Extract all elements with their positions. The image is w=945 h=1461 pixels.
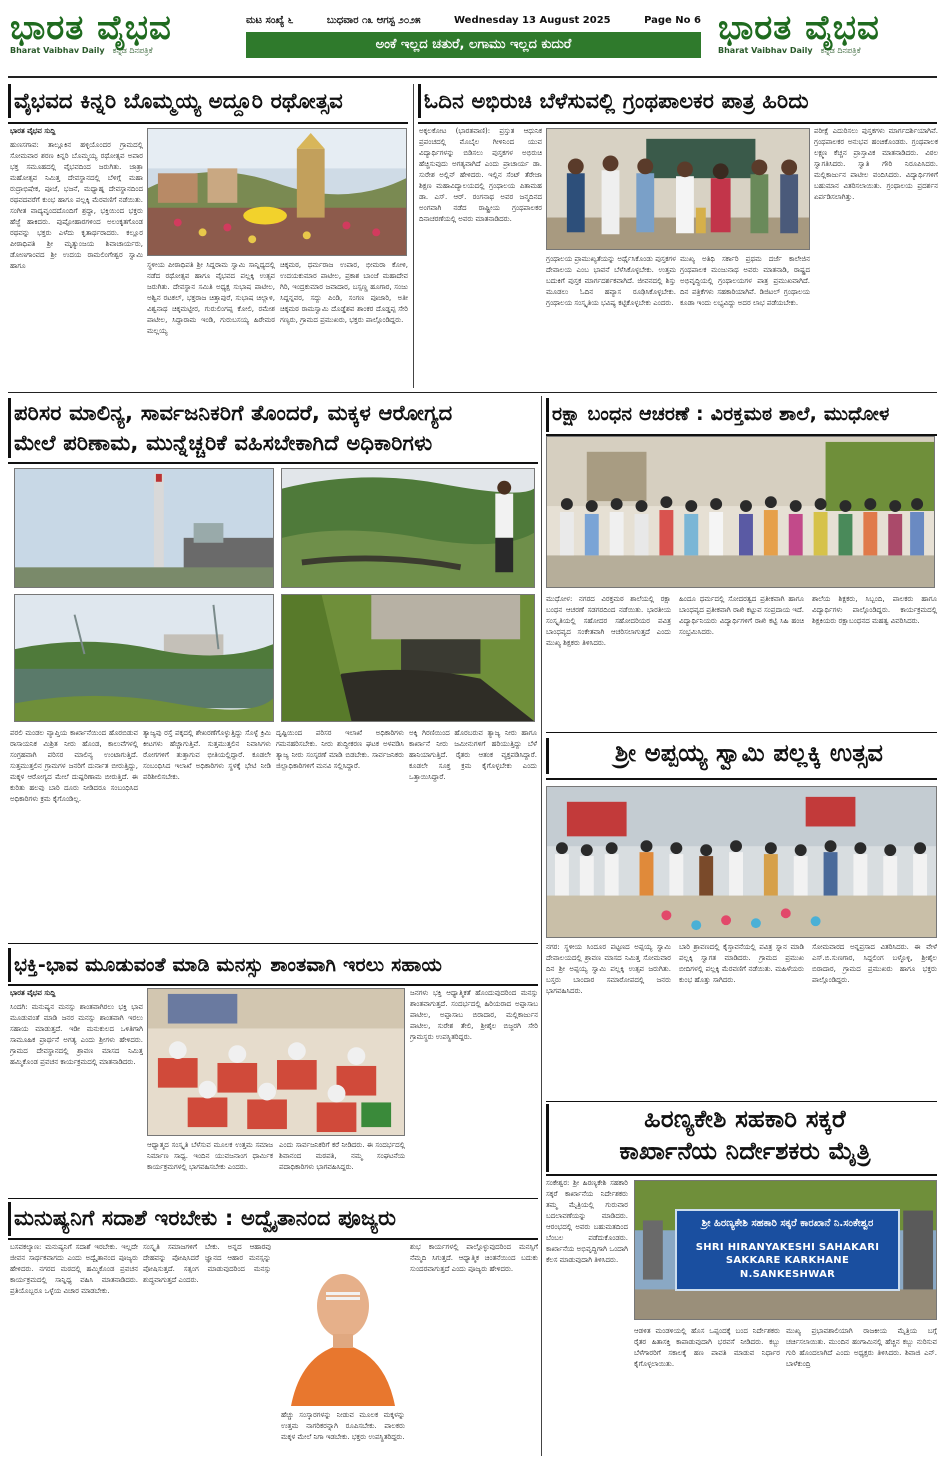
- headline-rule: [8, 122, 408, 124]
- article-a8-col2: ಸಂಸ್ಕೃತಿ ಸಮಾಜಗಳಿಗೆ ಬೇಕು. ಅನ್ನದ ಆಹಾರವು ದೇಹವನ್ನು ಪೋಷಿಸಿದರೆ ಜ್ಞಾನದ ಆಹಾರ ಮನಸ್ಸನ್ನು ಪೋಷಿಸುತ್ತದೆ. ಸತ್ಸಂಗ ಮಾಡುವುದರಿಂದ ಮನಸ್ಸು ಶುದ್ಧವಾಗುತ್ತದೆ ಎಂದರು.: [143, 1243, 271, 1284]
- byline-a6: ಭಾರತ ವೈಭವ ಸುದ್ದಿ: [10, 989, 56, 997]
- article-a6-col2: ಆಧ್ಯಾತ್ಮದ ಸಂಸ್ಕೃತಿ ಬೆಳೆಸುವ ಮೂಲಕ ಉತ್ತಮ ಸಮಾಜ ನಿರ್ಮಾಣ ಸಾಧ್ಯ. ಇಂದಿನ ಯುವಜನಾಂಗ ಧಾರ್ಮಿಕ ಕಾರ್ಯಕ್ರಮಗಳಲ್ಲಿ ಭಾಗವಹಿಸಬೇಕು ಎಂದರು.: [147, 1141, 273, 1171]
- article-a8-col1: ಬಸವಕಲ್ಯಾಣ: ಮನುಷ್ಯನಿಗೆ ಸದಾಶೆ ಇರಬೇಕು. ಇಲ್ಲದೇ ಜೀವನ ಸಾರ್ಥಕವಾಗದು ಎಂದು ಅದ್ವೈತಾನಂದ ಪೂಜ್ಯರು ಹೇಳಿದರು. ನಗರದ ಮಠದಲ್ಲಿ ಹಮ್ಮಿಕೊಂಡ ಪ್ರವಚನ ಕಾರ್ಯಕ್ರಮದಲ್ಲಿ ಸಾನ್ನಿಧ್ಯ ವಹಿಸಿ ಮಾತನಾಡಿದರು. ಪ್ರತಿಯೊಬ್ಬರೂ ಒಳ್ಳೆಯ ವಿಚಾರ ಮಾಡಬೇಕು.: [10, 1243, 138, 1295]
- headline-rule: [546, 778, 937, 780]
- headline-rule: [418, 122, 937, 124]
- photo-pallakki-utsav: [546, 786, 937, 938]
- headline-bar: [418, 84, 421, 118]
- article-a4-col2: ಹಿಂದೂ ಧರ್ಮದಲ್ಲಿ ಸೋದರತ್ವದ ಪ್ರತೀಕವಾಗಿ ಹಾಗೂ ಬಾಂಧವ್ಯದ ಪ್ರತೀಕವಾಗಿ ರಾಖಿ ಕಟ್ಟುವ ಸಂಪ್ರದಾಯ ಇದೆ. ವಿದ್ಯಾರ್ಥಿನಿಯರು ವಿದ್ಯಾರ್ಥಿಗಳಿಗೆ ರಾಖಿ ಕಟ್ಟಿ ಸಿಹಿ ಹಂಚಿ ಸಂಭ್ರಮಿಸಿದರು.: [679, 595, 804, 636]
- photo-pond: [14, 594, 274, 722]
- headline-bar: [8, 398, 11, 458]
- article-a8-col3: ಹೆಚ್ಚು ಸಂಸ್ಕಾರಗಳನ್ನು ನೀಡುವ ಮೂಲಕ ಮಕ್ಕಳನ್ನು ಉತ್ತಮ ನಾಗರಿಕರನ್ನಾಗಿ ರೂಪಿಸಬೇಕು. ಪಾಲಕರು ಮಕ್ಕಳ ಮೇಲೆ ನಿಗಾ ಇಡಬೇಕು. ಭಕ್ತರು ಉಪಸ್ಥಿತರಿದ್ದರು.: [281, 1411, 405, 1441]
- headline-a2: ಓದಿನ ಅಭಿರುಚಿ ಬೆಳೆಸುವಲ್ಲಿ ಗ್ರಂಥಪಾಲಕರ ಪಾತ್ರ ಹಿರಿದು: [424, 89, 809, 113]
- headline-rule: [8, 984, 538, 986]
- masthead-logo-right: [718, 6, 933, 66]
- photo-devotional-meeting: [147, 988, 405, 1136]
- headline-bar: [546, 738, 549, 774]
- headline-bar: [8, 1202, 11, 1236]
- photo-sewer-outlet: [281, 594, 535, 722]
- logo-subtitle: Bharat Vaibhav Daily: [718, 46, 813, 55]
- article-a6-col4: ಜನಗಳು ಭಕ್ತಿ ಆಧ್ಯಾತ್ಮಿಕತೆ ಹೊಂದುವುದರಿಂದ ಮನಸ್ಸು ಶಾಂತವಾಗುತ್ತದೆ. ಸಂದರ್ಭದಲ್ಲಿ ಹಿರಿಯರಾದ ಅಪ್ಪಾಸಾಬ ಪಾಟೀಲ, ಅಪ್ಪಾಸಾಬ ಬಿರಾದಾರ, ಮಲ್ಲಿಕಾರ್ಜುನ ಪಾಟೀಲ, ಸುರೇಶ ತೇಲಿ, ಶ್ರೀಶೈಲ ಬಿಜ್ಜರಗಿ ಸೇರಿ ಗ್ರಾಮಸ್ಥರು ಉಪಸ್ಥಿತರಿದ್ದರು.: [410, 989, 538, 1041]
- headline-bar: [546, 398, 549, 432]
- article-a5-col2: ಬಾರಿ ಶ್ರಾವಣದಲ್ಲಿ ಕೈಸ್ತಾವನೆಯಲ್ಲಿ ಪವಿತ್ರ ಸ್ನಾನ ಮಾಡಿ ಪಲ್ಲಕ್ಕಿ ಸ್ವಾಗತ ಮಾಡಿದರು. ಗ್ರಾಮದ ಪ್ರಮುಖ ಬೀದಿಗಳಲ್ಲಿ ಪಲ್ಲಕ್ಕಿ ಮೆರವಣಿಗೆ ನಡೆಯಿತು. ಮಹಿಳೆಯರು ಕುಂಭ ಹೊತ್ತು ಸಾಗಿದರು.: [679, 943, 804, 984]
- headline-rule: [8, 462, 538, 464]
- article-a1-col1: ಭಾರತ ವೈಭವ ಸುದ್ದಿ ಹುಣಸಗಾವ: ತಾಲ್ಲೂಕಿನ ಹಳ್ಳಿಯೊಂದರ ಗ್ರಾಮದಲ್ಲಿ ಸೋಮವಾರ ಶರಣ ಕಿನ್ನರಿ ಬೊಮ್ಮಯ್ಯ ರಥೋತ್ಸವ ಅಪಾರ ಭಕ್ತ ಸಮೂಹದಲ್ಲಿ ವೈಭವದಿಂದ ಜರುಗಿತು. ಜಾತ್ರಾ ಮಹೋತ್ಸವ ನಿಮಿತ್ತ ದೇವಸ್ಥಾನದಲ್ಲಿ ಬೆಳಿಗ್ಗೆ ಮಹಾ ರುದ್ರಾಭಿಷೇಕ, ಪೂಜೆ, ಭಜನೆ, ಮಧ್ಯಾಹ್ನ ದೇವಸ್ಥಾನದಿಂದ ರಥವದವರೆಗೆ ಕುಂಭ ಹಾಗೂ ಪಲ್ಲಕ್ಕಿ ಮೆರವಣಿಗೆ ನಡೆಯಿತು. ಸಂಗೀತ ವಾದ್ಯವೃಂದದೊಂದಿಗೆ ಶ್ರದ್ಧಾ, ಭಕ್ತಿಯಿಂದ ಭಕ್ತರು ಹೆಜ್ಜೆ ಹಾಕಿದರು. ಪುಷ್ಪೋಹಾರಗಳಿಂದ ಅಲಂಕೃತಗೊಂಡ ರಥವನ್ನು ಭಕ್ತರು ಎಳೆದು ಕೃತಾರ್ಥರಾದರು. ಕಲ್ಲೂರ ಪೀಠಾಧಿಪತಿ ಶ್ರೀ ಮೃತ್ಯುಂಜಯ ಶಿವಾಚಾರ್ಯರು, ಡೋಣಗಾಂವದ ಶ್ರೀ ಉದಯ ರಾಮಲಿಂಗೇಶ್ವರ ಸ್ವಾಮಿ ಹಾಗೂ: [10, 127, 143, 270]
- factory-signboard: [675, 1209, 900, 1291]
- photo-library-event: [546, 128, 810, 250]
- headline-a3-line2: ಮೇಲೆ ಪರಿಣಾಮ, ಮುನ್ನೆಚ್ಚರಿಕೆ ವಹಿಸಬೇಕಾಗಿದೆ ಅಧಿಕಾರಿಗಳು: [14, 431, 433, 455]
- section-rule: [546, 732, 937, 733]
- sign-text-english-1: SHRI HIRANYAKESHI SAHAKARI: [695, 1241, 880, 1253]
- article-a6-col3: ಎಂದು ಸಾರ್ವಜನಿಕರಿಗೆ ಕರೆ ನೀಡಿದರು. ಈ ಸಂದರ್ಭದಲ್ಲಿ ಶಿವಾನಂದ ಮಠಪತಿ, ನಮ್ಮ ಸಂಘಟನೆಯ ಪದಾಧಿಕಾರಿಗಳು ಭಾಗವಹಿಸಿದ್ದರು.: [279, 1141, 405, 1171]
- logo-title: ಭಾರತ ವೈಭವ: [718, 8, 880, 48]
- section-rule: [546, 1101, 937, 1102]
- masthead-motto: ಅಂಕೆ ಇಲ್ಲದ ಚತುರೆ, ಲಗಾಮು ಇಲ್ಲದ ಕುದುರೆ: [246, 32, 701, 58]
- headline-a7-line1: ಹಿರಣ್ಯಕೇಶಿ ಸಹಕಾರಿ ಸಕ್ಕರೆ: [644, 1105, 846, 1133]
- headline-a6: ಭಕ್ತಿ-ಭಾವ ಮೂಡುವಂತೆ ಮಾಡಿ ಮನಸ್ಸು ಶಾಂತವಾಗಿ ಇರಲು ಸಹಾಯ: [14, 954, 443, 976]
- issue-number: ಮಟ ಸಂಖ್ಯೆ ೬: [246, 15, 294, 26]
- page-number: Page No 6: [644, 15, 701, 26]
- column-divider: [541, 396, 542, 1456]
- photo-drain-man: [281, 468, 535, 588]
- column-divider: [413, 84, 414, 388]
- headline-bar: [546, 1104, 549, 1172]
- headline-a3-line1: ಪರಿಸರ ಮಾಲಿನ್ಯ, ಸಾರ್ವಜನಿಕರಿಗೆ ತೊಂದರೆ, ಮಕ್ಕಳ ಆರೋಗ್ಯದ: [14, 401, 453, 425]
- sign-text-english-2: SAKKARE KARKHANE N.SANKESHWAR: [725, 1255, 850, 1280]
- section-rule: [8, 392, 937, 393]
- article-a7-col3: ಮುಖ್ಯ ಪ್ರಭಾವಶಾಲಿಯಾಗಿ ರಾಜಕೀಯ ಮೈತ್ರಿಯ ಬಗ್ಗೆ ಚರ್ಚಿಸಲಾಯಿತು. ಮುಂದಿನ ಹಂಗಾಮಿನಲ್ಲಿ ಹೆಚ್ಚಿನ ಕಬ್ಬು ನುರಿಸುವ ಗುರಿ ಹೊಂದಲಾಗಿದೆ ಎಂದು ಅಧ್ಯಕ್ಷರು ತಿಳಿಸಿದರು. ಶಿವಾಜಿ ಎನ್. ಬಾಳೆಕುಂದ್ರಿ: [786, 1327, 937, 1368]
- article-a4-col3: ಶಾಲೆಯ ಶಿಕ್ಷಕರು, ಸಿಬ್ಬಂದಿ, ಪಾಲಕರು ಹಾಗೂ ವಿದ್ಯಾರ್ಥಿಗಳು ಪಾಲ್ಗೊಂಡಿದ್ದರು. ಕಾರ್ಯಕ್ರಮದಲ್ಲಿ ಶಿಕ್ಷಕಿಯರು ರಕ್ಷಾಬಂಧನದ ಮಹತ್ವ ವಿವರಿಸಿದರು.: [812, 595, 937, 625]
- article-a6-col1: ಭಾರತ ವೈಭವ ಸುದ್ದಿ ಸಿಂದಗಿ: ಮನುಷ್ಯನ ಮನಸ್ಸು ಶಾಂತವಾಗಿರಲು ಭಕ್ತಿ ಭಾವ ಮೂಡುವಂತೆ ಮಾಡಿ ಜನರ ಮನಸ್ಸು ಶಾಂತವಾಗಿ ಇರಲು ಸಹಾಯ ಮಾಡುತ್ತದೆ. ಇಡೀ ಮನುಕುಲದ ಒಳಿತಿಗಾಗಿ ಸಾಮೂಹಿಕ ಪ್ರಾರ್ಥನೆ ಅಗತ್ಯ ಎಂದು ಶ್ರೀಗಳು ಹೇಳಿದರು. ಗ್ರಾಮದ ದೇವಸ್ಥಾನದಲ್ಲಿ ಶ್ರಾವಣ ಮಾಸದ ನಿಮಿತ್ತ ಹಮ್ಮಿಕೊಂಡ ಪ್ರವಚನ ಕಾರ್ಯಕ್ರಮದಲ್ಲಿ ಮಾತನಾಡಿದರು.: [10, 989, 143, 1066]
- article-a1-col3: ಚಿಕ್ಕಮಠ, ಧರ್ಮರಾಜ ಉಪಾರ, ಭೀಮರಾ ಕೋಳಿ, ಉದಯಕುಮಾರ ಪಾಟೀಲ, ಪ್ರಕಾಶ ಬಾಂಜೆ ಮಹಾದೇವ ಗಿರಿ, ಇಂದ್ರಕುಮಾರ ಜವಾದಾರ, ಬಸ್ಸಣ್ಣ ಹೂಗಾರ, ಸಂಜು ಸಿದ್ದನ್ನವರ, ಸದ್ದು ಪಿಂಡಿ, ಸಂಗಣ ಪೂಜಾರಿ, ಅತೀ ಚಿಕ್ಕಮಠ ರಾಮಸ್ವಾಮಿ ದೊಡ್ಡೆಶವ ಶಾಂಕರ ದೊಡ್ಡಪ್ಪ ಸೇರಿ ಗಣ್ಯರು, ಗ್ರಾಮದ ಪ್ರಮುಖರು, ಭಕ್ತರು ಪಾಲ್ಗೊಂಡಿದ್ದರು.: [280, 261, 408, 324]
- article-a2-col2: ಗ್ರಂಥಾಲಯ ಪ್ರಾಮುಖ್ಯತೆಯನ್ನು ಅರ್ಥೈಸಿಕೊಂಡು ಪುಸ್ತಕಗಳ ದೇವಾಲಯ ಎಂಬ ಭಾವನೆ ಬೆಳೆಸಿಕೊಳ್ಳಬೇಕು. ಉತ್ತಮ ಬದುಕಿಗೆ ಪುಸ್ತಕ ಮಾರ್ಗದರ್ಶಕವಾಗಿದೆ. ಜೀವನದಲ್ಲಿ ಶಿಸ್ತು ಮೂಡಲು ಓದಿನ ಹವ್ಯಾಸ ರೂಢಿಸಿಕೊಳ್ಳಬೇಕು. ಗ್ರಂಥಾಲಯ ಸಂಸ್ಕೃತಿಯ ಭವಿಷ್ಯ ಕಟ್ಟಿಕೊಳ್ಳಬೇಕು ಎಂದರು.: [546, 255, 676, 307]
- photo-raksha-bandhan: [546, 436, 935, 588]
- headline-a1: ವೈಭವದ ಕಿನ್ನರಿ ಬೊಮ್ಮಯ್ಯ ಅದ್ದೂರಿ ರಥೋತ್ಸವ: [14, 89, 343, 113]
- headline-rule: [8, 1238, 538, 1240]
- logo-title: ಭಾರತ ವೈಭವ: [10, 8, 172, 48]
- article-a1-col2: ಸ್ಥಳೀಯ ಪೀಠಾಧಿಪತಿ ಶ್ರೀ ಸಿದ್ದರಾಮ ಸ್ವಾಮಿ ಸಾನ್ನಿಧ್ಯದಲ್ಲಿ ನಡೆದ ರಥೋತ್ಸವ ಹಾಗೂ ವೈಭವದ ಪಲ್ಲಕ್ಕಿ ಉತ್ಸವ ಜರುಗಿತು. ದೇವಸ್ಥಾನ ಸಮಿತಿ ಅಧ್ಯಕ್ಷ ಸುಭಾಷ ಪಾಟೀಲ, ಅಶ್ವಿನ ರಟಕಲ್, ಭಕ್ತರಾಜ ಚಿತ್ತಾಪುರೆ, ಸುಭಾಷ ಚಿಲ್ಲಾಳಿ, ವಿಶ್ವನಾಥ ಚಿಕ್ಕಮಟ್ಟೀರ, ಗುರುಲಿಂಗಪ್ಪ ಕೋಲಿ, ರಮೇಶ ಪಾಟೀಲ, ಸಿದ್ದಾರಾಮ ಇಂಡಿ, ಗುರುಬಸಯ್ಯ ಹಿರೇಮಠ ಮಲ್ಲಯ್ಯ: [147, 261, 275, 335]
- section-rule: [8, 943, 538, 944]
- headline-a5: ಶ್ರೀ ಅಪ್ಪಯ್ಯ ಸ್ವಾಮಿ ಪಲ್ಲಕ್ಕಿ ಉತ್ಸವ: [614, 739, 884, 767]
- headline-bar: [8, 948, 11, 982]
- photo-sugar-factory-sign: [634, 1180, 937, 1320]
- logo-subtitle-kn: ಕನ್ನಡ ದಿನಪತ್ರಿಕೆ: [112, 46, 153, 55]
- article-a4-col1: ಮುಧೋಳ: ನಗರದ ವಿರಕ್ತಮಠ ಶಾಲೆಯಲ್ಲಿ ರಕ್ಷಾ ಬಂಧನ ಆಚರಣೆ ಸಡಗರದಿಂದ ನಡೆಯಿತು. ಭಾರತೀಯ ಸಂಸ್ಕೃತಿಯಲ್ಲಿ ಸಹೋದರ ಸಹೋದರಿಯರ ಪವಿತ್ರ ಬಾಂಧವ್ಯದ ಸಂಕೇತವಾಗಿ ಆಚರಿಸಲಾಗುತ್ತದೆ ಎಂದು ಮುಖ್ಯ ಶಿಕ್ಷಕರು ತಿಳಿಸಿದರು.: [546, 595, 671, 647]
- headline-a8: ಮನುಷ್ಯನಿಗೆ ಸದಾಶೆ ಇರಬೇಕು : ಅದ್ವೈತಾನಂದ ಪೂಜ್ಯರು: [14, 1206, 397, 1230]
- article-a2-col1: ಅಕ್ಕಲಕೋಟ (ಭಾರತವಾಣಿ): ಪ್ರಸ್ತುತ ಆಧುನಿಕ ಪ್ರಪಂಚದಲ್ಲಿ ಮೊಬೈಲ ಗೀಳಿನಿಂದ ಯುವ ವಿದ್ಯಾರ್ಥಿಗಳನ್ನು ಬಿಡಿಸಲು ಪುಸ್ತಕಗಳ ಅಭಿರುಚಿ ಹೆಚ್ಚಿಸುವುದು ಅಗತ್ಯವಾಗಿದೆ ಎಂದು ಪ್ರಾಚಾರ್ಯ ಡಾ. ಸುರೇಶ ಅಲ್ಲಿನ್ ಹೇಳಿದರು. ಇಲ್ಲಿನ ಸೆಂಟ್ ತೆರೇಜಾ ಶಿಕ್ಷಣ ಮಹಾವಿದ್ಯಾಲಯದಲ್ಲಿ ಗ್ರಂಥಾಲಯ ಪಿತಾಮಹ ಡಾ. ಎಸ್. ಆರ್. ರಂಗನಾಥ ಅವರ ಜನ್ಮದಿನದ ಅಂಗವಾಗಿ ನಡೆದ ರಾಷ್ಟ್ರೀಯ ಗ್ರಂಥಪಾಲಕರ ದಿನಾಚರಣೆಯಲ್ಲಿ ಅವರು ಮಾತನಾಡಿದರು.: [419, 127, 542, 223]
- article-a3-col4: ಅಕ್ಕಿ ಗಿರಣಿಯಿಂದ ಹೊರಬರುವ ತ್ಯಾಜ್ಯ ನೀರು ಹಾಗೂ ಕಾರ್ಖಾನೆ ನೀರು ಜಮೀನುಗಳಿಗೆ ಹರಿಯುತ್ತಿದ್ದು ಬೆಳೆ ಹಾನಿಯಾಗುತ್ತಿದೆ. ರೈತರು ಆತಂಕ ವ್ಯಕ್ತಪಡಿಸಿದ್ದಾರೆ. ಕೂಡಲೇ ಸೂಕ್ತ ಕ್ರಮ ಕೈಗೊಳ್ಳಬೇಕು ಎಂದು ಒತ್ತಾಯಿಸಿದ್ದಾರೆ.: [409, 729, 537, 781]
- masthead-logo-left: [10, 6, 225, 66]
- article-a8-col4: ಶುಭ ಕಾರ್ಯಗಳಲ್ಲಿ ಪಾಲ್ಗೊಳ್ಳುವುದರಿಂದ ಮನಸ್ಸಿಗೆ ನೆಮ್ಮದಿ ಸಿಗುತ್ತದೆ. ಆಧ್ಯಾತ್ಮಿಕ ಚಿಂತನೆಯಿಂದ ಬದುಕು ಸುಂದರವಾಗುತ್ತದೆ ಎಂದು ಪೂಜ್ಯರು ಹೇಳಿದರು.: [410, 1243, 538, 1273]
- masthead-meta: [246, 14, 701, 28]
- article-a2-col4: ಪರೀಕ್ಷೆ ಎದುರಿಸಲು ಪುಸ್ತಕಗಳು ಮಾರ್ಗದರ್ಶಿಯಾಗಿವೆ. ಗ್ರಂಥಪಾಲಕರ ಅನುಭವ ಹಂಚಿಕೊಂಡರು. ಗ್ರಂಥಪಾಲಕ ಲಕ್ಷ್ಮಣ ಕೆಚ್ಚನ ಪ್ರಾಸ್ತಾವಿಕ ಮಾತನಾಡಿದರು. ವಿಠಲ ಸ್ವಾಗತಿಸಿದರು. ಸ್ವಾತಿ ಗೌರಿ ನಿರೂಪಿಸಿದರು. ಮಲ್ಲಿಕಾರ್ಜುನ ಪಾಟೀಲ ವಂದಿಸಿದರು. ವಿದ್ಯಾರ್ಥಿಗಳಿಗೆ ಬಹುಮಾನ ವಿತರಿಸಲಾಯಿತು. ಗ್ರಂಥಾಲಯ ಪ್ರದರ್ಶನ ಏರ್ಪಡಿಸಲಾಗಿತ್ತು.: [814, 127, 938, 201]
- photo-rathotsava: [147, 128, 407, 256]
- photo-swamiji-portrait: [281, 1244, 405, 1406]
- article-a2-col3: ಮುಖ್ಯ ಅತಿಥಿ ಸರ್ಕಾರಿ ಪ್ರಥಮ ದರ್ಜೆ ಕಾಲೇಜಿನ ಗ್ರಂಥಪಾಲಕ ಮಂಜುನಾಥ ಅವರು ಮಾತನಾಡಿ, ರಾಷ್ಟ್ರದ ಅಭಿವೃದ್ಧಿಯಲ್ಲಿ ಗ್ರಂಥಾಲಯಗಳ ಪಾತ್ರ ಪ್ರಮುಖವಾಗಿದೆ. ದಿನ ಪತ್ರಿಕೆಗಳು ಸಹಕಾರಿಯಾಗಿವೆ. ಡಿಜಿಟಲ್ ಗ್ರಂಥಾಲಯ ಕೂಡಾ ಇಂದು ಲಭ್ಯವಿದ್ದು ಅದರ ಲಾಭ ಪಡೆಯಬೇಕು.: [680, 255, 810, 307]
- article-a3-col3: ದೃಷ್ಟಿಯಿಂದ ಪರಿಸರ ಇಲಾಖೆ ಅಧಿಕಾರಿಗಳು ಗಮನಹರಿಸಬೇಕು. ನೀರು ಶುದ್ಧೀಕರಣ ಘಟಕ ಅಳವಡಿಸಿ ತ್ಯಾಜ್ಯ ನೀರು ಸಂಸ್ಕರಣೆ ಮಾಡಿ ಬಿಡಬೇಕು. ಸಾರ್ವಜನಿಕರು ಜಿಲ್ಲಾಧಿಕಾರಿಗಳಿಗೆ ಮನವಿ ಸಲ್ಲಿಸಿದ್ದಾರೆ.: [276, 729, 404, 770]
- section-rule: [8, 1198, 538, 1199]
- headline-a7-line2: ಕಾರ್ಖಾನೆಯ ನಿರ್ದೇಶಕರು ಮೈತ್ರಿ: [619, 1137, 871, 1165]
- photo-chimney: [14, 468, 274, 588]
- headline-rule: [546, 1174, 937, 1176]
- sign-text-kannada: ಶ್ರೀ ಹಿರಣ್ಯಕೇಶಿ ಸಹಕಾರಿ ಸಕ್ಕರೆ ಕಾರಖಾನೆ ನಿ.ಸಂಕೇಶ್ವರ: [701, 1218, 874, 1229]
- date-english: Wednesday 13 August 2025: [453, 15, 611, 26]
- article-a5-col3: ಸೋಮವಾರದ ಅನ್ನಪ್ರಸಾದ ವಿತರಿಸಿದರು. ಈ ವೇಳೆ ಎಸ್.ಬಿ.ಸುಣಗಾರ, ಸಿದ್ದಲಿಂಗ ಬಳ್ಳೊಳ್ಳಿ, ಶ್ರೀಶೈಲ ಬಿರಾದಾರ, ಗ್ರಾಮದ ಪ್ರಮುಖರು ಹಾಗೂ ಭಕ್ತರು ಪಾಲ್ಗೊಂಡಿದ್ದರು.: [812, 943, 937, 984]
- logo-subtitle: Bharat Vaibhav Daily: [10, 46, 105, 55]
- article-a7-col2: ಆಡಳಿತ ಮಂಡಳಿಯಲ್ಲಿ ಹೊಸ ಒಪ್ಪಂದಕ್ಕೆ ಬಂದ ನಿರ್ದೇಶಕರು ರೈತರ ಹಿತಾಸಕ್ತಿ ಕಾಪಾಡುವುದಾಗಿ ಭರವಸೆ ನೀಡಿದರು. ಕಬ್ಬು ಬೆಳೆಗಾರರಿಗೆ ಸಕಾಲಕ್ಕೆ ಹಣ ಪಾವತಿ ಮಾಡುವ ನಿರ್ಧಾರ ಕೈಗೊಳ್ಳಲಾಯಿತು.: [634, 1327, 780, 1368]
- date-kannada: ಬುಧವಾರ ೧೩ ಆಗಸ್ಟ ೨೦೨೫: [326, 15, 421, 26]
- masthead-rule: [8, 76, 937, 78]
- headline-a4: ರಕ್ಷಾ ಬಂಧನ ಆಚರಣೆ : ವಿರಕ್ತಮಠ ಶಾಲೆ, ಮುಧೋಳ: [552, 403, 890, 425]
- article-a5-col1: ನಗರ: ಸ್ಥಳೀಯ ಸಿಂದೂರ ಪಟ್ಟಣದ ಅಪ್ಪಯ್ಯ ಸ್ವಾಮಿ ದೇವಾಲಯದಲ್ಲಿ ಶ್ರಾವಣ ಮಾಸದ ನಿಮಿತ್ತ ಸೋಮವಾರ ದಿನ ಶ್ರೀ ಅಪ್ಪಯ್ಯ ಸ್ವಾಮಿ ಪಲ್ಲಕ್ಕಿ ಉತ್ಸವ ಜರುಗಿತು. ಬಸ್ತರು ಬಾಂದಾರ ಸಮಾರೋಪದಲ್ಲಿ ಜನರು ಭಾಗವಹಿಸಿದರು.: [546, 943, 671, 995]
- byline-a1: ಭಾರತ ವೈಭವ ಸುದ್ದಿ: [10, 127, 56, 135]
- logo-subtitle-kn: ಕನ್ನಡ ದಿನಪತ್ರಿಕೆ: [820, 46, 861, 55]
- article-a3-col2: ತ್ಯಾಜ್ಯವು ರಸ್ತೆ ಪಕ್ಕದಲ್ಲಿ ಶೇಖರಣೆಗೊಳ್ಳುತ್ತಿದ್ದು ಸೊಳ್ಳೆ ಕ್ರಿಮಿ ಕೀಟಗಳು ಹೆಚ್ಚಾಗುತ್ತಿವೆ. ಸುತ್ತಮುತ್ತಲಿನ ನಿವಾಸಿಗಳು ರೋಗಗಳಿಗೆ ತುತ್ತಾಗುವ ಭೀತಿಯಲ್ಲಿದ್ದಾರೆ. ಕೂಡಲೇ ಸಂಬಂಧಿಸಿದ ಇಲಾಖೆ ಅಧಿಕಾರಿಗಳು ಸ್ಥಳಕ್ಕೆ ಭೇಟಿ ನೀಡಿ ಪರಿಶೀಲಿಸಬೇಕು.: [143, 729, 271, 781]
- article-a7-col1: ಸಂಕೇಶ್ವರ: ಶ್ರೀ ಹಿರಣ್ಯಕೇಶಿ ಸಹಕಾರಿ ಸಕ್ಕರೆ ಕಾರ್ಖಾನೆಯ ನಿರ್ದೇಶಕರು ತಮ್ಮ ಮೈತ್ರಿಯಲ್ಲಿ ಗುರುವಾರ ಬದಲಾವಣೆಯನ್ನು ಮಾಡಿದರು. ಆರಂಭದಲ್ಲಿ ಅವರು ಬಹುಮತದಿಂದ ಬೆಂಬಲ ಪಡೆದುಕೊಂಡರು. ಕಾರ್ಖಾನೆಯ ಅಭಿವೃದ್ಧಿಗಾಗಿ ಒಂದಾಗಿ ಕೆಲಸ ಮಾಡುವುದಾಗಿ ತಿಳಿಸಿದರು.: [546, 1179, 628, 1264]
- article-a3-col1: ಪರಲಿ ಮಂಡಲ ವ್ಯಾಪ್ತಿಯ ಕಾರ್ಖಾನೆಯಿಂದ ಹೊರಬಿಡುವ ರಾಸಾಯನಿಕ ಮಿಶ್ರಿತ ನೀರು ಹೊಂಡ, ಕಾಲುವೆಗಳಲ್ಲಿ ಸಂಗ್ರಹವಾಗಿ ಪರಿಸರ ಮಾಲಿನ್ಯ ಉಂಟಾಗುತ್ತಿದೆ. ಸುತ್ತಮುತ್ತಲಿನ ಗ್ರಾಮಗಳ ಜನರಿಗೆ ದುರ್ನಾತ ಬೀರುತ್ತಿದ್ದು, ಮಕ್ಕಳ ಆರೋಗ್ಯದ ಮೇಲೆ ದುಷ್ಪರಿಣಾಮ ಬೀರುತ್ತಿದೆ. ಈ ಕುರಿತು ಹಲವು ಬಾರಿ ದೂರು ನೀಡಿದರೂ ಸಂಬಂಧಿಸಿದ ಅಧಿಕಾರಿಗಳು ಕ್ರಮ ಕೈಗೊಂಡಿಲ್ಲ.: [10, 729, 138, 803]
- headline-bar: [8, 84, 11, 118]
